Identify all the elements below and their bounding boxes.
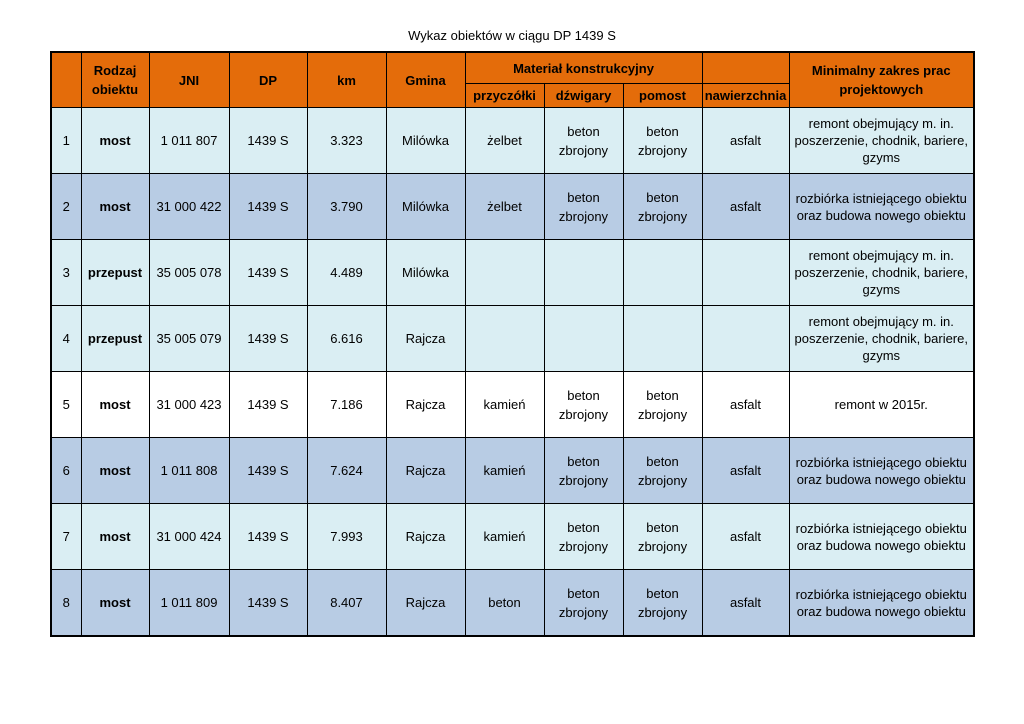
- cell-rodzaj: most: [81, 372, 149, 438]
- table-row: [51, 570, 974, 637]
- cell-przyczolki: beton: [465, 570, 544, 637]
- cell-przyczolki: [465, 240, 544, 306]
- cell-rodzaj: most: [81, 438, 149, 504]
- cell-jni: 1 011 807: [149, 108, 229, 174]
- cell-nawierzchnia: [702, 306, 789, 372]
- cell-jni: 1 011 809: [149, 570, 229, 637]
- cell-km: 8.407: [307, 570, 386, 637]
- cell-nawierzchnia: [702, 240, 789, 306]
- cell-lp: 4: [51, 306, 81, 372]
- header-dp: DP: [229, 52, 307, 108]
- cell-przyczolki: kamień: [465, 372, 544, 438]
- cell-lp: 1: [51, 108, 81, 174]
- cell-nawierzchnia: asfalt: [702, 108, 789, 174]
- cell-gmina: Rajcza: [386, 570, 465, 637]
- table-row: [51, 306, 974, 372]
- header-blank: [702, 52, 789, 84]
- header-przyczolki: przyczółki: [465, 84, 544, 108]
- cell-dp: 1439 S: [229, 504, 307, 570]
- cell-km: 7.186: [307, 372, 386, 438]
- cell-zakres: remont obejmujący m. in. poszerzenie, chodnik, bariere, gzyms: [789, 240, 974, 306]
- cell-nawierzchnia: asfalt: [702, 174, 789, 240]
- cell-zakres: rozbiórka istniejącego obiektu oraz budowa nowego obiektu: [789, 570, 974, 637]
- cell-pomost: beton zbrojony: [623, 570, 702, 637]
- cell-dp: 1439 S: [229, 438, 307, 504]
- cell-rodzaj: przepust: [81, 240, 149, 306]
- cell-gmina: Rajcza: [386, 438, 465, 504]
- cell-dp: 1439 S: [229, 306, 307, 372]
- document-title: Wykaz obiektów w ciągu DP 1439 S: [408, 28, 616, 43]
- cell-rodzaj: most: [81, 570, 149, 637]
- cell-dzwigary: beton zbrojony: [544, 570, 623, 637]
- cell-lp: 3: [51, 240, 81, 306]
- cell-gmina: Rajcza: [386, 306, 465, 372]
- cell-dp: 1439 S: [229, 240, 307, 306]
- cell-dzwigary: beton zbrojony: [544, 372, 623, 438]
- cell-rodzaj: przepust: [81, 306, 149, 372]
- cell-km: 6.616: [307, 306, 386, 372]
- cell-nawierzchnia: asfalt: [702, 570, 789, 637]
- table-row: [51, 504, 974, 570]
- cell-dp: 1439 S: [229, 372, 307, 438]
- cell-nawierzchnia: asfalt: [702, 438, 789, 504]
- cell-pomost: beton zbrojony: [623, 438, 702, 504]
- cell-km: 3.790: [307, 174, 386, 240]
- cell-zakres: remont obejmujący m. in. poszerzenie, chodnik, bariere, gzyms: [789, 108, 974, 174]
- cell-pomost: beton zbrojony: [623, 504, 702, 570]
- header-lp: [51, 52, 81, 108]
- cell-zakres: rozbiórka istniejącego obiektu oraz budowa nowego obiektu: [789, 438, 974, 504]
- table-row: [51, 438, 974, 504]
- cell-dp: 1439 S: [229, 108, 307, 174]
- header-jni: JNI: [149, 52, 229, 108]
- cell-gmina: Rajcza: [386, 372, 465, 438]
- cell-lp: 5: [51, 372, 81, 438]
- cell-gmina: Milówka: [386, 174, 465, 240]
- cell-km: 7.624: [307, 438, 386, 504]
- cell-zakres: rozbiórka istniejącego obiektu oraz budowa nowego obiektu: [789, 174, 974, 240]
- cell-pomost: [623, 240, 702, 306]
- cell-przyczolki: żelbet: [465, 108, 544, 174]
- cell-jni: 1 011 808: [149, 438, 229, 504]
- header-pomost: pomost: [623, 84, 702, 108]
- header-dzwigary: dźwigary: [544, 84, 623, 108]
- cell-lp: 8: [51, 570, 81, 637]
- cell-jni: 35 005 079: [149, 306, 229, 372]
- table-row: [51, 108, 974, 174]
- header-rodzaj: Rodzaj obiektu: [81, 52, 149, 108]
- table-row: [51, 240, 974, 306]
- cell-rodzaj: most: [81, 108, 149, 174]
- objects-table: [50, 51, 975, 637]
- cell-nawierzchnia: asfalt: [702, 504, 789, 570]
- cell-km: 3.323: [307, 108, 386, 174]
- cell-dzwigary: beton zbrojony: [544, 108, 623, 174]
- cell-dzwigary: beton zbrojony: [544, 504, 623, 570]
- cell-przyczolki: żelbet: [465, 174, 544, 240]
- cell-jni: 31 000 424: [149, 504, 229, 570]
- cell-lp: 2: [51, 174, 81, 240]
- cell-rodzaj: most: [81, 174, 149, 240]
- header-gmina: Gmina: [386, 52, 465, 108]
- header-material: Materiał konstrukcyjny: [465, 52, 702, 84]
- cell-km: 4.489: [307, 240, 386, 306]
- cell-zakres: remont w 2015r.: [789, 372, 974, 438]
- cell-gmina: Rajcza: [386, 504, 465, 570]
- cell-przyczolki: kamień: [465, 504, 544, 570]
- cell-jni: 35 005 078: [149, 240, 229, 306]
- header-zakres: Minimalny zakres prac projektowych: [789, 52, 974, 108]
- cell-przyczolki: [465, 306, 544, 372]
- cell-jni: 31 000 423: [149, 372, 229, 438]
- table-row: [51, 372, 974, 438]
- cell-zakres: remont obejmujący m. in. poszerzenie, chodnik, bariere, gzyms: [789, 306, 974, 372]
- table-row: [51, 174, 974, 240]
- cell-rodzaj: most: [81, 504, 149, 570]
- cell-dzwigary: beton zbrojony: [544, 174, 623, 240]
- cell-gmina: Milówka: [386, 108, 465, 174]
- header-nawierzchnia: nawierzchnia: [702, 84, 789, 108]
- cell-jni: 31 000 422: [149, 174, 229, 240]
- cell-zakres: rozbiórka istniejącego obiektu oraz budowa nowego obiektu: [789, 504, 974, 570]
- cell-dzwigary: [544, 306, 623, 372]
- cell-gmina: Milówka: [386, 240, 465, 306]
- cell-lp: 6: [51, 438, 81, 504]
- cell-przyczolki: kamień: [465, 438, 544, 504]
- cell-pomost: beton zbrojony: [623, 372, 702, 438]
- cell-dp: 1439 S: [229, 570, 307, 637]
- cell-dzwigary: beton zbrojony: [544, 438, 623, 504]
- cell-pomost: [623, 306, 702, 372]
- cell-nawierzchnia: asfalt: [702, 372, 789, 438]
- cell-dp: 1439 S: [229, 174, 307, 240]
- cell-dzwigary: [544, 240, 623, 306]
- cell-km: 7.993: [307, 504, 386, 570]
- cell-pomost: beton zbrojony: [623, 108, 702, 174]
- header-km: km: [307, 52, 386, 108]
- cell-pomost: beton zbrojony: [623, 174, 702, 240]
- cell-lp: 7: [51, 504, 81, 570]
